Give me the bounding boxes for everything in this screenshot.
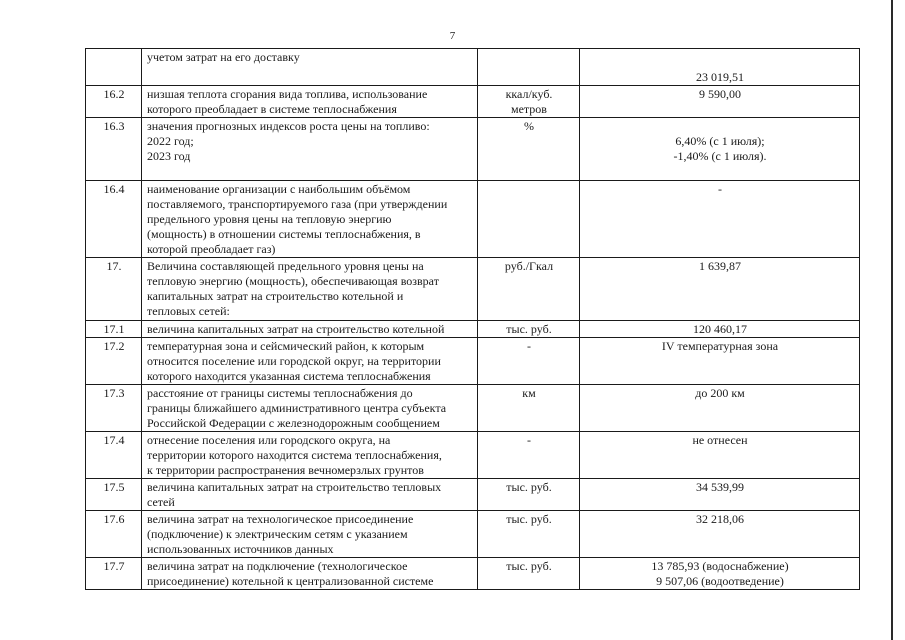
description-line: значения прогнозных индексов роста цены на топливо:: [147, 119, 430, 133]
row-description: [142, 432, 478, 479]
value-line: не отнесен: [692, 433, 748, 447]
row-number: 17.6: [86, 511, 142, 558]
value-line: 23 019,51: [696, 70, 744, 84]
description-line: Российской Федерации с железнодорожным сообщением: [147, 416, 440, 430]
row-value: [580, 511, 860, 558]
description-line: которого находится указанная система теплоснабжения: [147, 369, 431, 383]
value-line: -: [718, 182, 722, 196]
table-row: [86, 181, 860, 258]
row-unit: [478, 181, 580, 258]
description-line: расстояние от границы системы теплоснабжения до: [147, 386, 413, 400]
table-row: [86, 49, 860, 86]
description-line: которого преобладает в системе теплоснабжения: [147, 102, 397, 116]
row-description: [142, 385, 478, 432]
row-number: 17.7: [86, 558, 142, 590]
row-unit: [478, 258, 580, 321]
unit-line: тыс. руб.: [506, 480, 552, 494]
description-line: 2023 год: [147, 149, 191, 163]
description-line: наименование организации с наибольшим объёмом: [147, 182, 411, 196]
row-unit: [478, 86, 580, 118]
value-line: 6,40% (с 1 июля);: [675, 134, 765, 148]
table-row: [86, 432, 860, 479]
table-row: [86, 558, 860, 590]
row-value: [580, 86, 860, 118]
table-row: [86, 338, 860, 385]
description-line: температурная зона и сейсмический район, к которым: [147, 339, 425, 353]
description-line: к территории распространения вечномерзлых грунтов: [147, 463, 424, 477]
row-number: 17.1: [86, 321, 142, 338]
row-value: [580, 181, 860, 258]
row-value: [580, 385, 860, 432]
unit-line: ккал/куб.: [505, 87, 553, 101]
description-line: границы ближайшего административного центра субъекта: [147, 401, 447, 415]
row-unit: [478, 321, 580, 338]
value-line: до 200 км: [695, 386, 745, 400]
description-line: которой преобладает газ): [147, 242, 276, 256]
description-line: Величина составляющей предельного уровня цены на: [147, 259, 424, 273]
row-description: [142, 49, 478, 86]
value-line: 34 539,99: [696, 480, 744, 494]
row-value: [580, 479, 860, 511]
row-value: [580, 49, 860, 86]
value-line: IV температурная зона: [661, 339, 779, 353]
page-edge-line: [891, 0, 893, 640]
unit-line: метров: [511, 102, 547, 116]
description-line: отнесение поселения или городского округа, на: [147, 433, 391, 447]
value-line: [585, 119, 855, 134]
row-value: [580, 118, 860, 181]
row-unit: [478, 479, 580, 511]
page-number: 7: [449, 30, 456, 42]
description-line: низшая теплота сгорания вида топлива, использование: [147, 87, 428, 101]
row-number: 16.3: [86, 118, 142, 181]
row-number: 17.5: [86, 479, 142, 511]
description-line: относится поселение или городской округ, на территории: [147, 354, 441, 368]
description-line: величина капитальных затрат на строительство котельной: [147, 322, 445, 336]
value-line: -1,40% (с 1 июля).: [673, 149, 767, 163]
row-number: 16.2: [86, 86, 142, 118]
row-value: [580, 432, 860, 479]
row-value: [580, 258, 860, 321]
description-line: тепловых сетей:: [147, 304, 230, 318]
table-row: [86, 511, 860, 558]
row-unit: [478, 118, 580, 181]
tariff-parameters-table: [85, 48, 860, 590]
description-line: присоединение) котельной к централизованной системе: [147, 574, 434, 588]
row-number: 17.: [86, 258, 142, 321]
unit-line: тыс. руб.: [506, 559, 552, 573]
value-line: 1 639,87: [699, 259, 741, 273]
unit-line: руб./Гкал: [504, 259, 554, 273]
description-line: учетом затрат на его доставку: [147, 50, 300, 64]
value-line: 9 507,06 (водоотведение): [656, 574, 784, 588]
description-line: величина затрат на подключение (технологическое: [147, 559, 408, 573]
unit-line: %: [524, 119, 534, 133]
row-unit: [478, 49, 580, 86]
row-description: [142, 86, 478, 118]
row-unit: [478, 338, 580, 385]
row-description: [142, 479, 478, 511]
table-row: [86, 86, 860, 118]
row-number: 17.2: [86, 338, 142, 385]
table-row: [86, 258, 860, 321]
value-line: 32 218,06: [696, 512, 744, 526]
description-line: поставляемого, транспортируемого газа (при утверждении: [147, 197, 448, 211]
description-line: величина затрат на технологическое присоединение: [147, 512, 414, 526]
row-description: [142, 338, 478, 385]
value-line: 120 460,17: [693, 322, 747, 336]
row-description: [142, 511, 478, 558]
row-unit: [478, 385, 580, 432]
row-description: [142, 118, 478, 181]
row-unit: [478, 432, 580, 479]
unit-line: км: [522, 386, 536, 400]
row-description: [142, 181, 478, 258]
description-line: (подключение) к электрическим сетям с указанием: [147, 527, 408, 541]
row-unit: [478, 558, 580, 590]
table-row: [86, 118, 860, 181]
row-number: 17.3: [86, 385, 142, 432]
description-line: сетей: [147, 495, 175, 509]
row-value: [580, 321, 860, 338]
row-value: [580, 558, 860, 590]
row-description: [142, 321, 478, 338]
description-line: территории которого находится система теплоснабжения,: [147, 448, 442, 462]
row-description: [142, 558, 478, 590]
value-line: 13 785,93 (водоснабжение): [651, 559, 789, 573]
row-number: 17.4: [86, 432, 142, 479]
description-line: использованных источников данных: [147, 542, 334, 556]
value-line: 9 590,00: [699, 87, 741, 101]
table-row: [86, 321, 860, 338]
description-line: капитальных затрат на строительство котельной и: [147, 289, 404, 303]
description-line: величина капитальных затрат на строительство тепловых: [147, 480, 442, 494]
description-line: предельного уровня цены на тепловую энергию: [147, 212, 392, 226]
row-number: [86, 49, 142, 86]
row-unit: [478, 511, 580, 558]
table-row: [86, 479, 860, 511]
unit-line: тыс. руб.: [506, 322, 552, 336]
row-value: [580, 338, 860, 385]
description-line: (мощность) в отношении системы теплоснабжения, в: [147, 227, 421, 241]
description-line: тепловую энергию (мощность), обеспечивающая возврат: [147, 274, 439, 288]
description-line: 2022 год;: [147, 134, 194, 148]
unit-line: -: [527, 433, 531, 447]
unit-line: -: [527, 339, 531, 353]
row-number: 16.4: [86, 181, 142, 258]
table-row: [86, 385, 860, 432]
row-description: [142, 258, 478, 321]
unit-line: тыс. руб.: [506, 512, 552, 526]
